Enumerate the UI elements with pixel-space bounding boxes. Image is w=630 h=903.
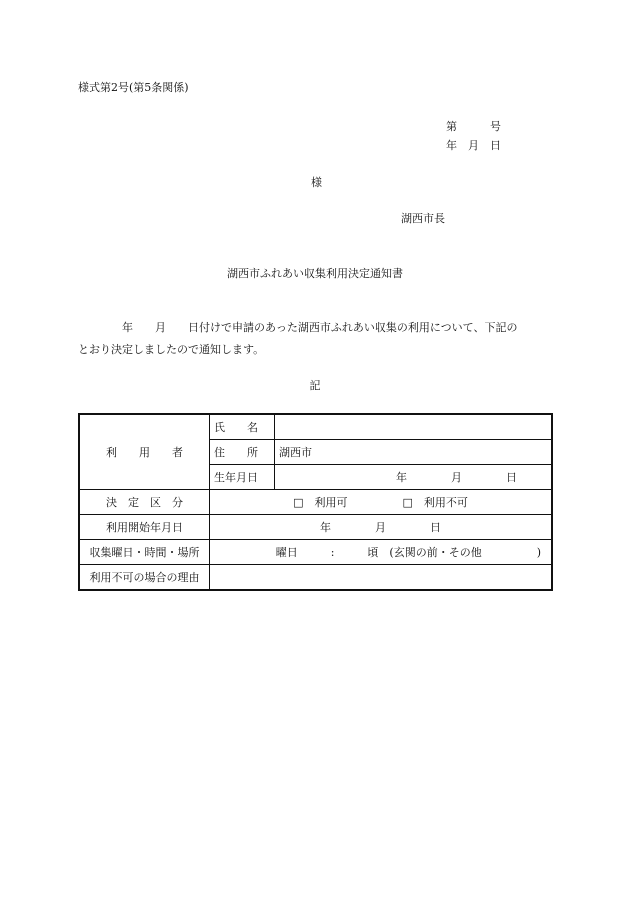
name-value: [275, 414, 553, 440]
table-row: [79, 490, 552, 515]
name-label: 氏 名: [210, 414, 275, 440]
ki-heading: 記: [309, 379, 321, 392]
recipient-suffix: 様: [311, 176, 322, 189]
decision-value: □ 利用可 □ 利用不可: [210, 490, 553, 515]
body-text-line-1: 年 月 日付けで申請のあった湖西市ふれあい収集の利用について、下記の: [78, 321, 518, 334]
address-value: 湖西市: [275, 440, 553, 465]
decision-table: [78, 413, 553, 591]
reason-value: [210, 565, 553, 591]
issuer: 湖西市長: [401, 212, 445, 225]
dob-value: 年 月 日: [275, 465, 553, 490]
decision-label: 決 定 区 分: [79, 490, 210, 515]
schedule-label: 収集曜日・時間・場所: [79, 540, 210, 565]
table-row: [79, 565, 552, 591]
address-label: 住 所: [210, 440, 275, 465]
start-date-label: 利用開始年月日: [79, 515, 210, 540]
schedule-value: 曜日 : 頃 (玄関の前・その他 ): [210, 540, 553, 565]
form-label: 様式第2号(第5条関係): [78, 81, 189, 94]
document-date: 年 月 日: [446, 139, 501, 152]
table-row: [79, 414, 552, 440]
reason-label: 利用不可の場合の理由: [79, 565, 210, 591]
body-text-line-2: とおり決定しましたので通知します。: [78, 343, 265, 356]
table-row: [79, 540, 552, 565]
start-date-value: 年 月 日: [210, 515, 553, 540]
table-row: [79, 515, 552, 540]
document-title: 湖西市ふれあい収集利用決定通知書: [227, 267, 403, 280]
user-label: 利 用 者: [79, 414, 210, 490]
dob-label: 生年月日: [210, 465, 275, 490]
document-number: 第 号: [446, 120, 501, 133]
